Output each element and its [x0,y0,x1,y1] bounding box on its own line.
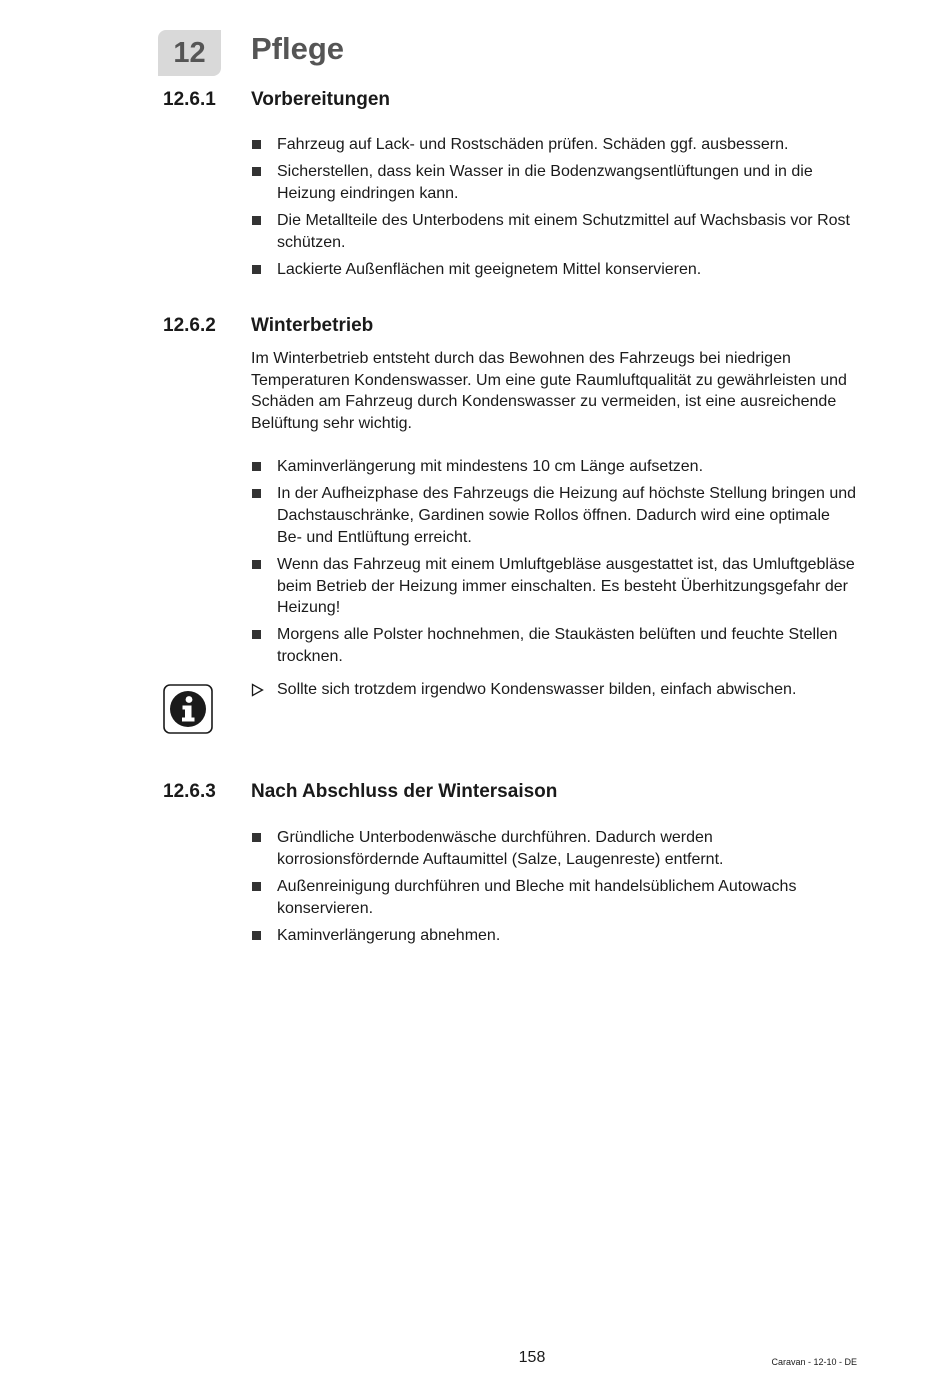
page-number: 158 [518,1349,546,1366]
list-item: Wenn das Fahrzeug mit einem Umluftgebläse ausgestattet ist, das Umluftgebläse beim Betrieb der Heizung immer einschalten. Es besteht Überhitzungsgefahr der Heizung! [251,554,859,619]
list-item: In der Aufheizphase des Fahrzeugs die Heizung auf höchste Stellung bringen und Dachstauschränke, Gardinen sowie Rollos öffnen. Dadurch wird eine optimale Be- und Entlüftung erreicht. [251,483,859,548]
bullet-square-icon [252,560,261,569]
info-icon [163,684,213,734]
list-item: Die Metallteile des Unterbodens mit einem Schutzmittel auf Wachsbasis vor Rost schützen. [251,210,859,253]
section-number: 12.6.3 [163,781,216,802]
list-item: Kaminverlängerung mit mindestens 10 cm Länge aufsetzen. [251,456,859,478]
section-number: 12.6.2 [163,315,216,336]
bullet-square-icon [252,833,261,842]
bullet-square-icon [252,882,261,891]
intro-paragraph: Im Winterbetrieb entsteht durch das Bewohnen des Fahrzeugs bei niedrigen Temperaturen Kondenswasser. Um eine gute Raumluftqualität zu gewährleisten und Schäden am Fahrzeug durch Kondenswasser zu vermeiden, ist eine ausreichende Belüftung sehr wichtig. [251,350,847,433]
chapter-title: Pflege [251,31,345,66]
info-note-text: Sollte sich trotzdem irgendwo Kondenswasser bilden, einfach abwischen. [277,681,797,698]
info-note [251,679,859,701]
document-reference: Caravan - 12-10 - DE [771,1357,857,1367]
section-title: Winterbetrieb [251,315,374,336]
bullet-square-icon [252,931,261,940]
section-number: 12.6.1 [163,89,216,110]
bullet-square-icon [252,489,261,498]
bullet-square-icon [252,216,261,225]
list-item: Morgens alle Polster hochnehmen, die Staukästen belüften und feuchte Stellen trocknen. [251,624,859,667]
bullet-square-icon [252,167,261,176]
bullet-square-icon [252,462,261,471]
list-item: Außenreinigung durchführen und Bleche mit handelsüblichem Autowachs konservieren. [251,876,859,919]
bullet-square-icon [252,630,261,639]
section-title: Vorbereitungen [251,89,390,110]
list-item: Kaminverlängerung abnehmen. [251,925,859,947]
chapter-number-badge [158,30,221,76]
triangle-right-icon [251,683,264,697]
section-title: Nach Abschluss der Wintersaison [251,781,558,802]
list-item: Sicherstellen, dass kein Wasser in die Bodenzwangsentlüftungen und in die Heizung eindringen kann. [251,161,859,204]
bullet-square-icon [252,140,261,149]
bullet-list [251,456,859,673]
list-item: Fahrzeug auf Lack- und Rostschäden prüfen. Schäden ggf. ausbessern. [251,134,859,156]
chapter-number: 12 [173,36,206,69]
bullet-list [251,134,859,286]
bullet-list [251,827,859,952]
list-item: Gründliche Unterbodenwäsche durchführen. Dadurch werden korrosionsfördernde Auftaumittel (Salze, Laugenreste) entfernt. [251,827,859,870]
list-item: Lackierte Außenflächen mit geeignetem Mittel konservieren. [251,259,859,281]
bullet-square-icon [252,265,261,274]
